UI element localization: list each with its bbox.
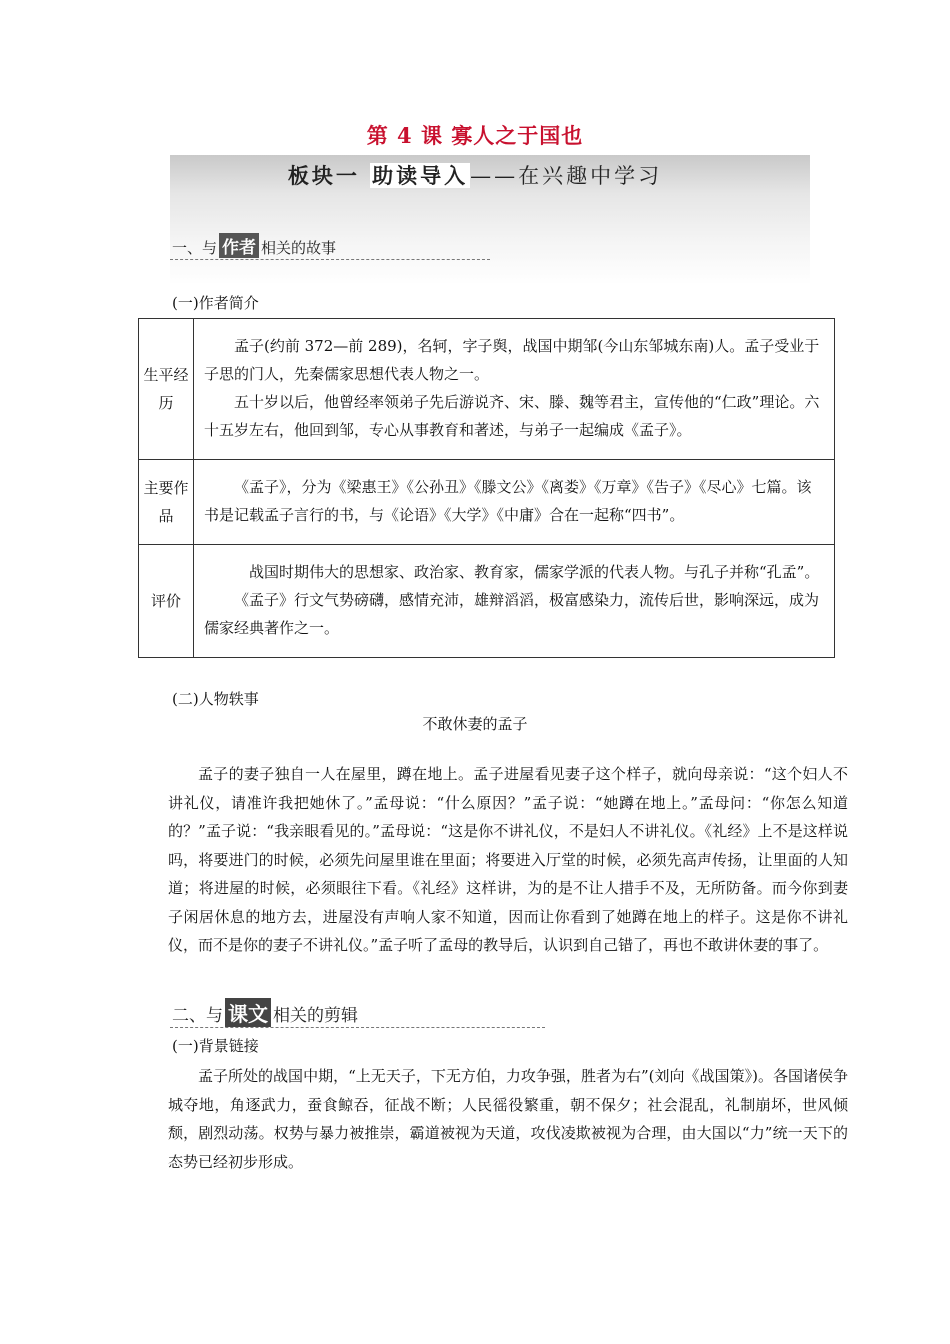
row-body: [194, 545, 835, 658]
section1-box: 作者: [219, 233, 259, 258]
section2-suffix: 相关的剪辑: [273, 1006, 358, 1026]
banner-title: [0, 160, 950, 190]
section2-prefix: 二、与: [172, 1006, 223, 1026]
row-head: 生平经历: [139, 319, 194, 460]
row-paragraph: 战国时期伟大的思想家、政治家、教育家，儒家学派的代表人物。与孔子并称“孔孟”。: [249, 562, 820, 581]
story-title: 不敢休妻的孟子: [422, 715, 528, 733]
row-body: [194, 319, 835, 460]
table-row: [139, 545, 835, 658]
background-paragraph: 孟子所处的战国中期，“上无天子，下无方伯，力攻争强，胜者为右”(刘向《战国策》)。各国诸侯争城夺地，角逐武力，蚕食鲸吞，征战不断；人民徭役繁重，朝不保夕；社会混乱，礼制崩坏，世风倾颓，剧烈动荡。权势与暴力被推崇，霸道被视为天道，攻伐凌欺被视为合理，由大国以“力”统一天下的态势已经初步形成。: [168, 1067, 848, 1171]
section2-box: 课文: [225, 998, 271, 1027]
row-body: [194, 460, 835, 545]
story-paragraph: 孟子的妻子独自一人在屋里，蹲在地上。孟子进屋看见妻子这个样子，就向母亲说：“这个妇人不讲礼仪，请准许我把她休了。”孟母说：“什么原因？”孟子说：“她蹲在地上。”孟母问：“你怎么知道的？”孟子说：“我亲眼看见的。”孟母说：“这是你不讲礼仪，不是妇人不讲礼仪。《礼经》上不是这样说吗，将要进门的时候，必须先问屋里谁在里面；将要进入厅堂的时候，必须先高声传扬，让里面的人知道；将进屋的时候，必须眼往下看。《礼经》这样讲，为的是不让人措手不及，无所防备。而今你到妻子闲居休息的地方去，进屋没有声响人家不知道，因而让你看到了她蹲在地上的样子。这是你不讲礼仪，而不是你的妻子不讲礼仪。”孟子听了孟母的教导后，认识到自己错了，再也不敢讲休妻的事了。: [168, 765, 848, 954]
row-paragraph: 五十岁以后，他曾经率领弟子先后游说齐、宋、滕、魏等君主，宣传他的“仁政”理论。六十五岁左右，他回到邹，专心从事教育和著述，与弟子一起编成《孟子》。: [204, 392, 820, 439]
section1-heading: [172, 233, 336, 258]
row-paragraph: 孟子(约前 372—前 289)，名轲，字子舆，战国中期邹(今山东邹城东南)人。孟子受业于子思的门人，先秦儒家思想代表人物之一。: [204, 336, 820, 383]
lesson-title: 第 4 课 寡人之于国也: [366, 123, 584, 148]
row-paragraph: 《孟子》，分为《梁惠王》《公孙丑》《滕文公》《离娄》《万章》《告子》《尽心》七篇。该书是记载孟子言行的书，与《论语》《大学》《中庸》合在一起称“四书”。: [204, 477, 812, 524]
row-head: 评价: [139, 545, 194, 658]
author-info-table: [138, 318, 835, 658]
banner-highlight: 助读导入: [372, 163, 469, 188]
section1-prefix: 一、与: [172, 239, 218, 257]
banner-part1: 板块一: [287, 163, 360, 188]
banner-part2: ——在兴趣中学习: [470, 164, 663, 188]
row-paragraph: 《孟子》行文气势磅礴，感情充沛，雄辩滔滔，极富感染力，流传后世，影响深远，成为儒家经典著作之一。: [204, 590, 820, 637]
sub2-label: (二)人物轶事: [172, 690, 259, 708]
section2-divider: [170, 1027, 545, 1028]
table-row: [139, 319, 835, 460]
sub1-label: (一)作者简介: [172, 294, 259, 312]
row-head: 主要作品: [139, 460, 194, 545]
section1-suffix: 相关的故事: [261, 239, 337, 257]
table-row: [139, 460, 835, 545]
sub3-label: (一)背景链接: [172, 1037, 259, 1055]
section2-heading: [172, 998, 358, 1027]
section1-divider: [170, 259, 490, 260]
